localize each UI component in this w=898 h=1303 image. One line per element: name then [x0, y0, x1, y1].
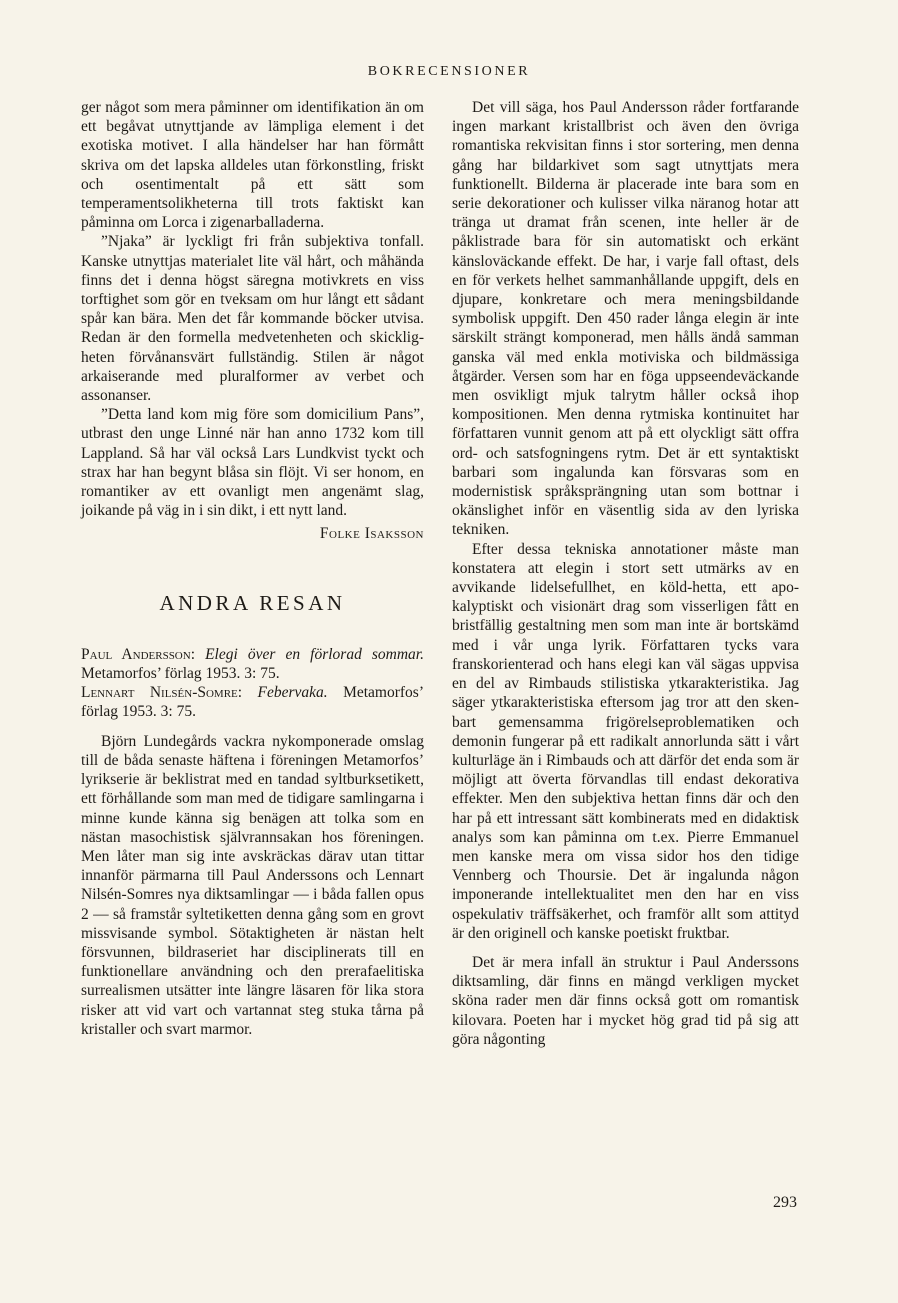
- book-author: Paul Andersson: [81, 645, 191, 663]
- page-number: 293: [773, 1194, 797, 1211]
- reviewer-signature: Folke Isaksson: [319, 525, 424, 543]
- running-head: BOKRECENSIONER: [367, 64, 531, 79]
- book-title: Elegi över en förlorad sommar.: [205, 645, 424, 663]
- review-paragraph: ”Njaka” är lyckligt fri från subjektiva tonfall. Kanske utnyttjas materialet lite väl hårt, och måhända finns det i denna högst säregna motivkrets en viss torftighet som gör en tveksam om hur långt ett sådant spår kan bära. Men det får kommande böcker utvisa. Redan är den formella medvetenheten och skickligheten förvånansvärt fullständig. Stilen är något arkaiserande med pluralformer av verbet och assonanser.: [81, 233, 424, 405]
- review-paragraph: Det vill säga, hos Paul Andersson råder fortfarande ingen markant kristallbrist och även den övriga romantiska rekvisitan finns i stor sortering, men denna gång har bildarkivet som sagt utnyttjats mera funktionellt. Bilderna är placerade inte bara som en serie dekorationer och kulisser vilka näranog hotar att tränga ut dramat från scenen, inte heller är de påklistrade bara för sin automatiskt och erkänt känsloväckande effekt. De har, i varje fall oftast, dels en för verkets helhet sammanhållande uppgift, dels en djupare, konkretare och mera meningsbildande symbolisk uppgift. Den 450 rader långa elegin är inte särskilt strängt komponerad, men hålls ändå samman ganska väl med enkla motiviska och bildmässiga åtgärder. Versen som har en föga uppseendeväckande men osvikligt mjuk talrytm håller också ihop kompositionen. Men denna rytmiska kontinuitet har författaren vunnit genom att på ett olyckligt sätt offra ord- och satsfogningens rytm. Det är ett syntaktiskt barbari som ingalunda kan försvaras som en modernistisk språksprängning utan som bottnar i okänslighet inför en väsentlig sida av den lyriska tekniken.: [452, 99, 799, 539]
- book-author: Lennart Nilsén-Somre: [81, 684, 238, 702]
- bibliographic-entry: Paul Andersson: Elegi över en förlorad sommar. Metamorfos’ förlag 1953. 3: 75.: [81, 645, 424, 683]
- left-column: [81, 98, 424, 1039]
- review-paragraph: ger något som mera påminner om identifikation än om ett begåvat utnyttjande av lämpliga element i det exotiska motivet. I alla händelser har han förmått skriva om det lapska alldeles utan förkonstling, friskt och osentimentalt på ett sätt som temperamentsolikheterna till trots faktiskt kan påminna om Lorca i zigenarballaderna.: [81, 99, 424, 232]
- review-paragraph: ”Detta land kom mig före som domicilium Pans”, utbrast den unge Linné när han anno 1732 kom till Lappland. Så har väl också Lars Lundkvist tyckt och strax har han begynt blåsa sin flöjt. Vi ser honom, en romantiker av ett ovanligt men angenämt slag, joikande på väg in i sin dikt, i ett nytt land.: [81, 406, 424, 520]
- review-paragraph: Efter dessa tekniska annotationer måste man konstatera att elegin i stort sett utmärks av en avvikande lidelsefullhet, en köld-hetta, ett apokalyptiskt och visionärt drag som visserligen fått en bristfällig gestaltning men som man inte är bortskämd med i vår unga lyrik. Författaren tycks vara franskorienterad och hans elegi kan väl sägas uppvisa en del av Rimbauds stilistiska ytkarakteristika. Jag säger ytkarakteristiska eftersom jag tror att den skenbart gemensamma frigörelseproblematiken och demonin fungerar på ett radikalt annorlunda sätt i vårt kulturläge än i Rimbauds och att därför det enda som är möjligt att överta förvandlas till endast dekorativa effekter. Men den subjektiva hettan finns där och den har på ett intressant sätt kombinerats med en didaktisk analys som kan påminna om t.ex. Pierre Emmanuel men kanske mera om vissa sidor hos den tidige Vennberg och Thoursie. Det är ingalunda någon imponerande intellektualitet men den har en viss ospekulativ träffsäkerhet, och framför allt som attityd är den originell och kanske poetiskt fruktbar.: [452, 540, 799, 942]
- book-title: Febervaka.: [257, 684, 328, 702]
- review-paragraph: Det är mera infall än struktur i Paul Anderssons diktsamling, där finns en mängd verkligen mycket sköna rader men där finns också gott om romantisk kilovara. Poeten har i mycket hög grad tid på sig att göra någonting: [452, 953, 799, 1048]
- section-title: ANDRA RESAN: [159, 590, 346, 615]
- bibliographic-entry: Lennart Nilsén-Somre: Febervaka. Metamorfos’ förlag 1953. 3: 75.: [81, 684, 424, 721]
- right-column: [452, 98, 799, 1049]
- book-publisher: Metamorfos’ förlag 1953. 3: 75.: [81, 665, 280, 683]
- book-publisher: Metamorfos’ förlag 1953. 3: 75.: [81, 684, 424, 721]
- review-paragraph: Björn Lundegårds vackra nykomponerade omslag till de båda senaste häftena i föreningen Metamorfos’ lyrikserie är beklistrat med en tandad syltburksetikett, ett förhållande som man med de tidigare samlingarna i minne kunde känna sig benägen att tolka som en nästan masochistisk självrannsakan hos föreningen. Men låter man sig inte avskräckas därav utan tittar innanför pärmarna till Paul Anderssons och Lennart Nilsén-Somres nya diktsamlingar — i båda fallen opus 2 — så framstår syltetiketten denna gång som en grovt missvisande symbol. Sötaktigheten är nästan helt försvunnen, bildraseriet har disciplinerats till en funktionellare användning och den prerafaelitiska surrealismen utsätter inte längre läsaren för lika stora risker att vid vart och vartannat steg stuka tårna på kristaller och svart marmor.: [81, 732, 424, 1038]
